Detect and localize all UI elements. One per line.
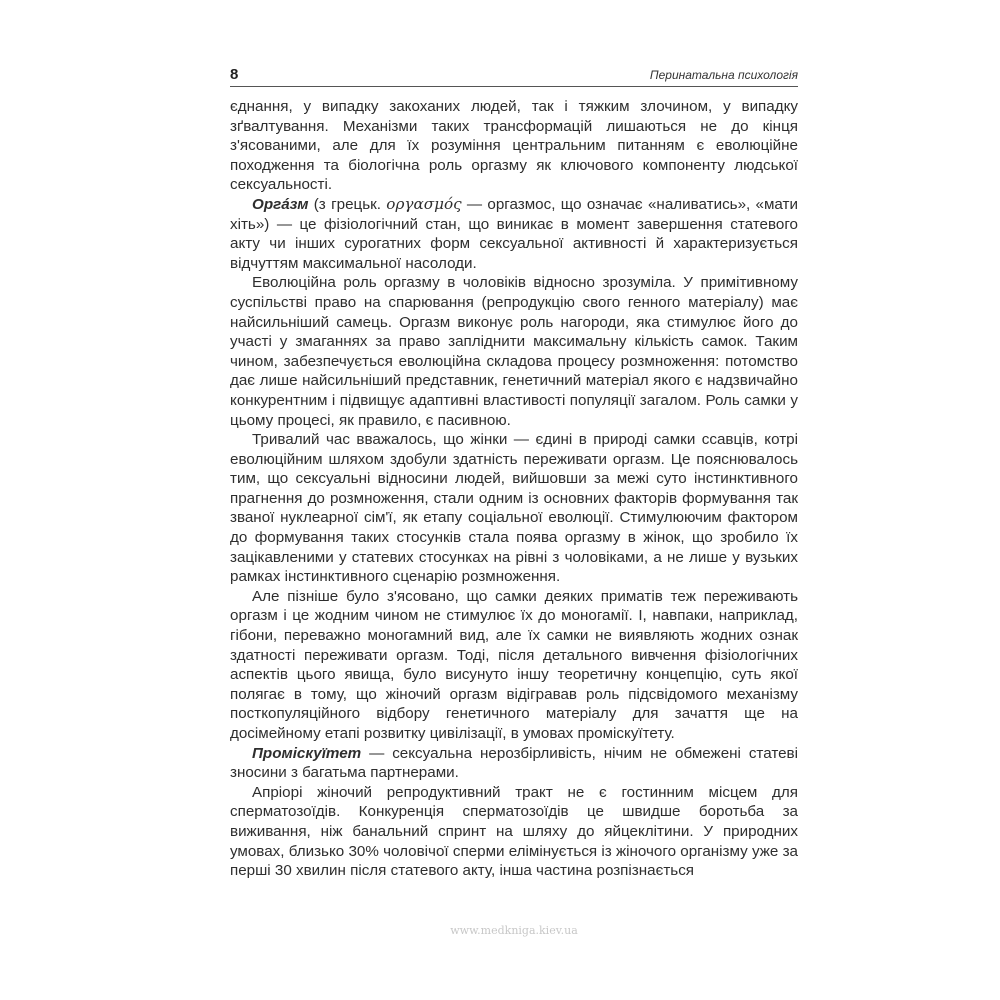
definition-text: (з грецьк. [308,195,387,213]
page-number: 8 [230,66,239,83]
book-page [230,62,798,942]
definition-text: — сексуальна нерозбірливість, нічим не обмежені статеві зносини з багатьма партнерами. [230,744,798,782]
paragraph: Апріорі жіночий репродуктивний тракт не є гостинним місцем для сперматозоїдів. Конкуренція сперматозоїдів це швидше боротьба за виживання, ніж банальний спринт на шляху до яйцеклітини. У природних умовах, близько 30% чоловічої сперми елімінується із жіночого організму уже за перші 30 хвилин після статевого акту, інша частина розпізнається [230,783,798,880]
watermark: www.medkniga.kiev.ua [450,924,578,937]
definition-text: — оргазмос, що означає «наливатись», «мати хіть») — це фізіологічний стан, що виникає в момент завершення статевого акту чи інших сурогатних форм сексуальної активності й характеризується відчуттям максимальної насолоди. [230,195,798,272]
definition-paragraph [230,744,798,783]
body-text [230,97,798,881]
definition-paragraph [230,195,798,273]
term-promiscuity: Проміскуїтет [252,744,362,762]
greek-word: οργασμός [386,194,462,213]
paragraph: єднання, у випадку закоханих людей, так і тяжким злочином, у випадку зґвалтування. Механізми таких трансформацій лишаються не до кінця з'ясованими, але для їх розуміння центральним питанням є еволюційне походження та біологічна роль оргазму як ключового компоненту людської сексуальності. [230,98,798,194]
paragraph: Але пізніше було з'ясовано, що самки деяких приматів теж переживають оргазм і це жодним чином не стимулює їх до моногамії. І, навпаки, наприклад, гібони, переважно моногамний вид, але їх самки не виявляють жодних ознак здатності переживати оргазм. Тоді, після детального вивчення фізіологічних аспектів цього явища, було висунуто іншу теоретичну концепцію, суть якої полягає в тому, що жіночий оргазм відігравав роль підсвідомого механізму посткопуляційного відбору генетичного матеріалу для зачаття ще на досімейному етапі розвитку цивілізації, в умовах проміскуїтету. [230,587,798,742]
paragraph: Тривалий час вважалось, що жінки — єдині в природі самки ссавців, котрі еволюційним шляхом здобули здатність переживати оргазм. Це пояснювалось тим, що сексуальні відносини людей, вийшовши за межі суто інстинктивного прагнення до розмноження, стали одним із основних факторів формування так званої нуклеарної сім'ї, як етапу соціальної еволюції. Стимулюючим фактором до формування таких стосунків стала поява оргазму в жінок, що зробило їх зацікавленими у статевих стосунках на рівні з чоловіками, а не лише у вузьких рамках інстинктивного сценарію розмноження. [230,431,798,586]
running-title: Перинатальна психологія [649,68,798,82]
paragraph: Еволюційна роль оргазму в чоловіків відносно зрозуміла. У примітивному суспільстві право на спарювання (репродукцію свого генного матеріалу) має найсильніший самець. Оргазм виконує роль нагороди, яка стимулює його до участі у змаганнях за право запліднити максимальну кількість самок. Таким чином, забезпечується еволюційна складова процесу розмноження: потомство дає лише найсильніший представник, генетичний матеріал якого є надзвичайно конкурентним і підвищує адаптивні властивості популяції загалом. Роль самки у цьому процесі, як правило, є пасивною. [230,274,798,429]
page-header [230,62,798,87]
term-orgasm: Оргáзм [252,195,309,213]
